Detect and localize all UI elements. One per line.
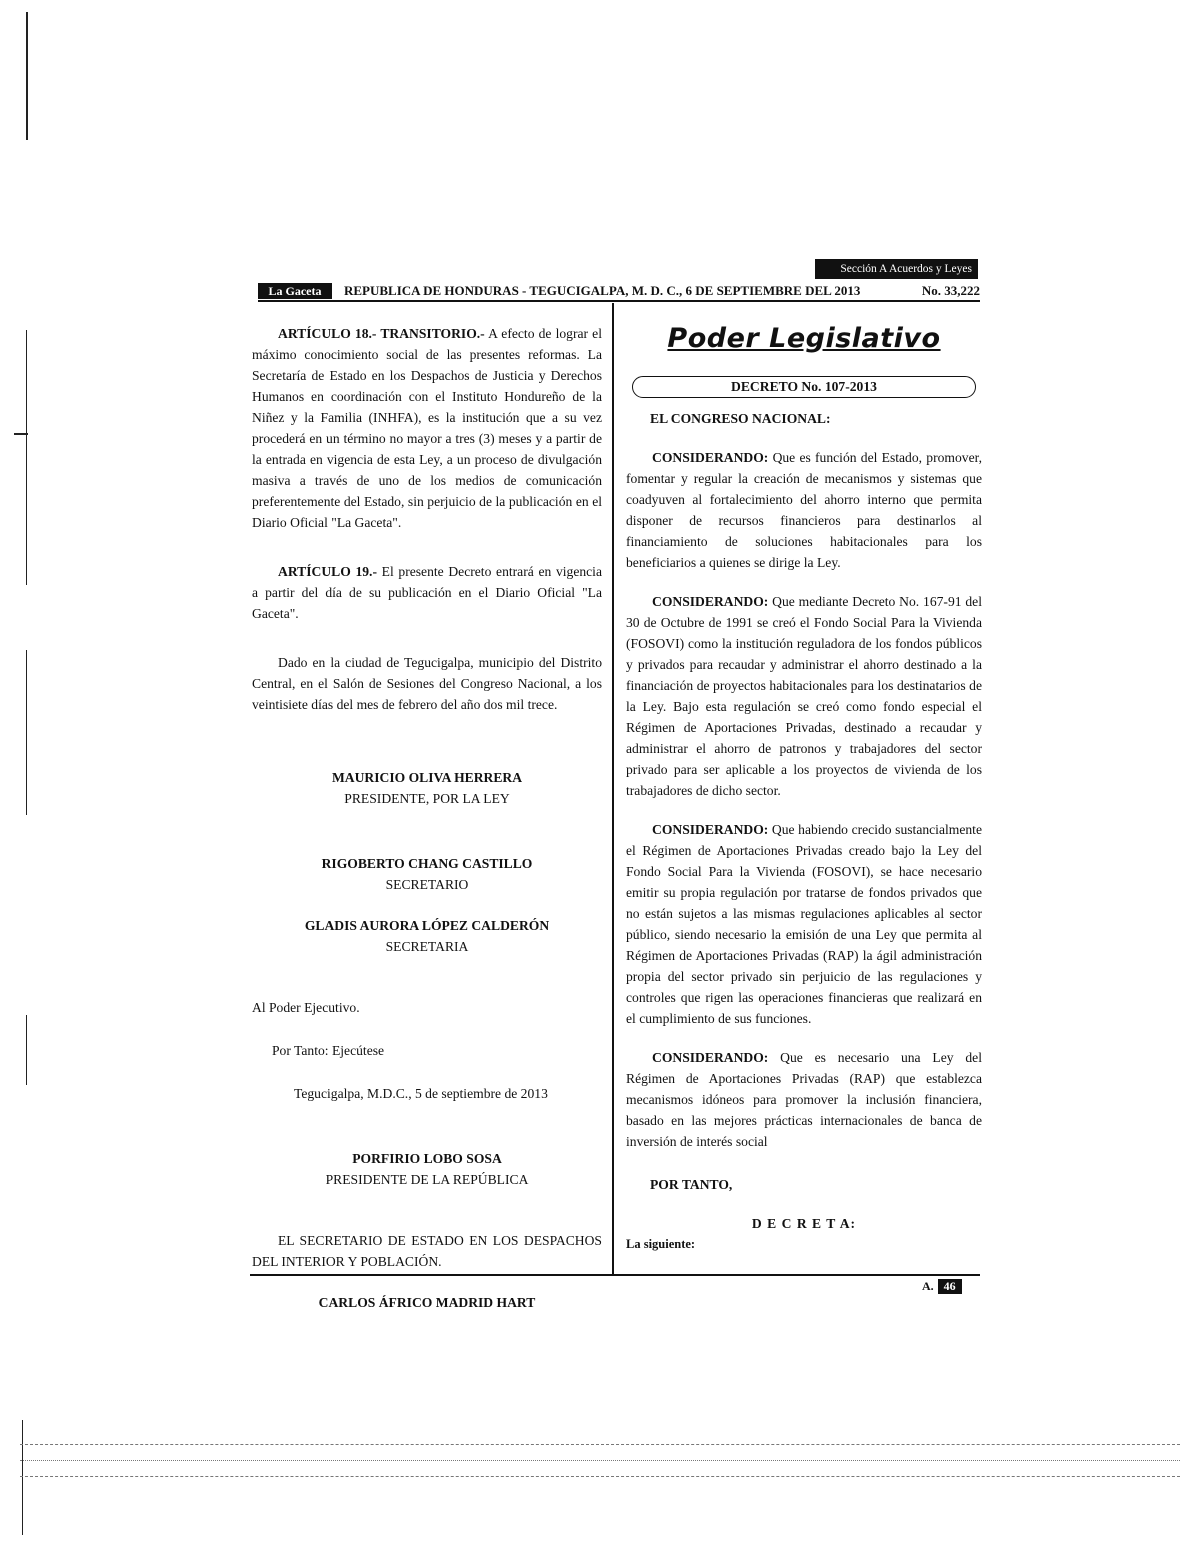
scan-noise-line bbox=[20, 1476, 1180, 1477]
dado-paragraph: Dado en la ciudad de Tegucigalpa, municipio del Distrito Central, en el Salón de Sesiones del Congreso Nacional, a los veintisiete días del mes de febrero del año dos mil trece. bbox=[252, 655, 602, 712]
por-tanto: POR TANTO, bbox=[650, 1177, 733, 1192]
signature-name: PORFIRIO LOBO SOSA bbox=[352, 1151, 502, 1166]
page-prefix: A. bbox=[922, 1279, 934, 1293]
considerando-2 bbox=[626, 591, 982, 801]
considerando-4 bbox=[626, 1047, 982, 1152]
signature-name: GLADIS AURORA LÓPEZ CALDERÓN bbox=[304, 918, 550, 933]
la-siguiente: La siguiente: bbox=[626, 1237, 696, 1251]
signature-name: RIGOBERTO CHANG CASTILLO bbox=[321, 856, 533, 871]
article-18 bbox=[252, 323, 602, 533]
header-title: REPUBLICA DE HONDURAS - TEGUCIGALPA, M. D. C., 6 DE SEPTIEMBRE DEL 2013 bbox=[344, 283, 861, 298]
considerando-label: CONSIDERANDO: bbox=[652, 822, 769, 837]
left-column bbox=[252, 323, 602, 1313]
signature-role: PRESIDENTE, POR LA LEY bbox=[344, 791, 510, 806]
scan-noise-line bbox=[20, 1444, 1180, 1445]
al-poder-ejecutivo: Al Poder Ejecutivo. bbox=[252, 1000, 360, 1015]
scan-noise-line bbox=[20, 1460, 1180, 1461]
considerando-1 bbox=[626, 447, 982, 573]
decreto-number: DECRETO No. 107-2013 bbox=[632, 376, 976, 398]
poder-legislativo-title: Poder Legislativo bbox=[667, 323, 941, 354]
congreso-heading: EL CONGRESO NACIONAL: bbox=[650, 411, 831, 426]
page-number-box: 46 bbox=[938, 1279, 962, 1294]
right-column bbox=[626, 323, 982, 1255]
gazette-header bbox=[258, 282, 980, 302]
scan-margin-line bbox=[22, 1420, 23, 1535]
article-19-title: ARTÍCULO 19.- bbox=[278, 564, 377, 579]
section-tag: Sección A Acuerdos y Leyes bbox=[815, 259, 978, 279]
scan-margin-line bbox=[26, 650, 27, 815]
article-19 bbox=[252, 561, 602, 624]
considerando-label: CONSIDERANDO: bbox=[652, 450, 769, 465]
considerando-text: Que es necesario una Ley del Régimen de Aportaciones Privadas (RAP) que establezca mecanismos idóneos para promover la inclusión financiera, basado en las mejores prácticas internacionales de banca de inversión de interés social bbox=[626, 1050, 982, 1149]
scan-margin-line bbox=[26, 330, 27, 585]
secretario-label: EL SECRETARIO DE ESTADO EN LOS DESPACHOS DEL INTERIOR Y POBLACIÓN. bbox=[252, 1233, 602, 1269]
article-18-title: ARTÍCULO 18.- TRANSITORIO.- bbox=[278, 326, 485, 341]
scan-margin-line bbox=[26, 1015, 27, 1085]
decreta-heading: D E C R E T A: bbox=[751, 1216, 857, 1231]
scan-margin-line bbox=[14, 433, 28, 435]
fecha-ejecutivo: Tegucigalpa, M.D.C., 5 de septiembre de 2013 bbox=[294, 1086, 548, 1101]
gazette-logo: La Gaceta bbox=[258, 283, 332, 299]
considerando-text: Que mediante Decreto No. 167-91 del 30 de Octubre de 1991 se creó el Fondo Social Para la Vivienda (FOSOVI) como la institución reguladora de los fondos públicos y privados para recaudar y administrar el ahorro destinado a la financiación de proyectos habitacionales para los destinatarios de la Ley. Bajo esta regulación se creó como fondo especial el Régimen de Aportaciones Privadas, destinado a recaudar y administrar el ahorro de patronos y trabajadores del sector privado para ser aplicable a los proyectos de vivienda de los trabajadores de dicho sector. bbox=[626, 594, 982, 798]
por-tanto-ejecutese: Por Tanto: Ejecútese bbox=[272, 1043, 385, 1058]
considerando-text: Que es función del Estado, promover, fomentar y regular la creación de mecanismos y sistemas que coadyuven al fortalecimiento del ahorro interno que permita disponer de recursos financieros para destinarlos al financiamiento de soluciones habitacionales para los beneficiarios a quienes se dirige la Ley. bbox=[626, 450, 982, 570]
article-19-text: El presente Decreto entrará en vigencia a partir del día de su publicación en el Diario Oficial "La Gaceta". bbox=[252, 564, 602, 621]
signature-role: PRESIDENTE DE LA REPÚBLICA bbox=[325, 1172, 529, 1187]
column-divider bbox=[612, 303, 614, 1275]
signature-role: SECRETARIO bbox=[385, 877, 469, 892]
signature-name: CARLOS ÁFRICO MADRID HART bbox=[318, 1295, 536, 1310]
considerando-label: CONSIDERANDO: bbox=[652, 1050, 769, 1065]
considerando-3 bbox=[626, 819, 982, 1029]
article-18-text: A efecto de lograr el máximo conocimiento social de las presentes reformas. La Secretaría de Estado en los Despachos de Justicia y Derechos Humanos en coordinación con el Instituto Hondureño de la Niñez y la Familia (INHFA), es la institución que a su vez procederá en un término no mayor a tres (3) meses y a partir de la entrada en vigencia de esta Ley, a un proceso de divulgación masiva a través de uno de los medios de comunicación preferentemente del Estado, sin perjuicio de la publicación en el Diario Oficial "La Gaceta". bbox=[252, 326, 602, 530]
issue-number: No. 33,222 bbox=[921, 283, 980, 298]
signature-name: MAURICIO OLIVA HERRERA bbox=[331, 770, 523, 785]
scan-margin-line bbox=[26, 12, 28, 140]
considerando-text: Que habiendo crecido sustancialmente el Régimen de Aportaciones Privadas creado bajo la Ley del Fondo Social Para la Vivienda (FOSOVI), se hace necesario emitir su propia regulación por tratarse de fondos privados que no están sujetos a las mismas regulaciones aplicables al sector público, siendo necesario la emisión de una Ley que permita al Régimen de Aportaciones Privadas (RAP) la ágil administración propia del sector privado sin perjuicio de las regulaciones y controles que rigen las operaciones financieras que realizará en el cumplimiento de sus funciones. bbox=[626, 822, 982, 1026]
considerando-label: CONSIDERANDO: bbox=[652, 594, 769, 609]
page-number bbox=[922, 1279, 962, 1294]
signature-role: SECRETARIA bbox=[385, 939, 469, 954]
